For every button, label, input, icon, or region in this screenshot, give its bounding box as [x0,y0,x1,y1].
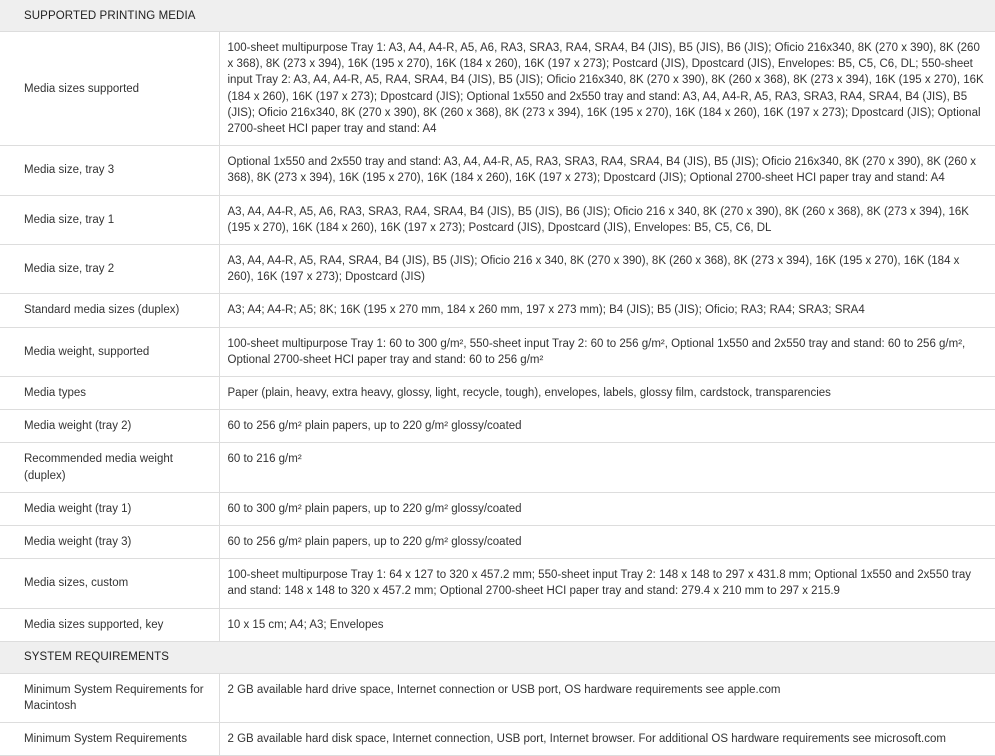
section-title: SYSTEM REQUIREMENTS [0,641,995,673]
spec-label: Media sizes, custom [0,559,219,608]
spec-label: Media sizes supported [0,32,219,146]
spec-label: Media weight (tray 3) [0,526,219,559]
spec-value: Paper (plain, heavy, extra heavy, glossy, light, recycle, tough), envelopes, labels, glossy film, cardstock, transparencies [219,377,995,410]
spec-label: Media weight, supported [0,327,219,376]
spec-value: Optional 1x550 and 2x550 tray and stand: A3, A4, A4-R, A5, RA3, SRA3, RA4, SRA4, B4 (JIS), B5 (JIS); Oficio 216x340, 8K (270 x 390), 8K (260 x 368), 8K (273 x 394), 16K (195 x 270), 16K (184 x 260), 16K (197 x 273); Dpostcard (JIS); Optional 2700-sheet HCI paper tray and stand: A4 [219,146,995,195]
spec-label: Standard media sizes (duplex) [0,294,219,327]
spec-value: 100-sheet multipurpose Tray 1: 64 x 127 to 320 x 457.2 mm; 550-sheet input Tray 2: 148 x 148 to 297 x 431.8 mm; Optional 1x550 and 2x550 tray and stand: 148 x 148 to 320 x 457.2 mm; Optional 2700-sheet HCI paper tray and stand: 279.4 x 210 mm to 297 x 215.9 [219,559,995,608]
spec-row [0,443,995,492]
spec-value: 60 to 300 g/m² plain papers, up to 220 g/m² glossy/coated [219,492,995,525]
spec-label: Media weight (tray 2) [0,410,219,443]
spec-value: 10 x 15 cm; A4; A3; Envelopes [219,608,995,641]
section-header-row [0,641,995,673]
spec-row [0,559,995,608]
spec-row [0,146,995,195]
spec-row [0,294,995,327]
spec-row [0,673,995,722]
spec-value: 2 GB available hard drive space, Internet connection or USB port, OS hardware requirements see apple.com [219,673,995,722]
spec-value: A3, A4, A4-R, A5, A6, RA3, SRA3, RA4, SRA4, B4 (JIS), B5 (JIS), B6 (JIS); Oficio 216 x 340, 8K (270 x 390), 8K (260 x 368), 8K (273 x 394), 16K (195 x 270), 16K (184 x 260), 16K (197 x 273); Postcard (JIS), Dpostcard (JIS), Envelopes: B5, C5, C6, DL [219,195,995,244]
spec-value: 60 to 216 g/m² [219,443,995,492]
spec-row [0,245,995,294]
spec-label: Media size, tray 1 [0,195,219,244]
spec-row [0,327,995,376]
spec-row [0,492,995,525]
spec-row [0,377,995,410]
spec-label: Media sizes supported, key [0,608,219,641]
spec-label: Media weight (tray 1) [0,492,219,525]
spec-label: Recommended media weight (duplex) [0,443,219,492]
spec-value: 100-sheet multipurpose Tray 1: 60 to 300 g/m², 550-sheet input Tray 2: 60 to 256 g/m², Optional 1x550 and 2x550 tray and stand: 60 to 256 g/m², Optional 2700-sheet HCI paper tray and stand: 60 to 256 g/m² [219,327,995,376]
spec-value: 100-sheet multipurpose Tray 1: A3, A4, A4-R, A5, A6, RA3, SRA3, RA4, SRA4, B4 (JIS), B5 (JIS), B6 (JIS); Oficio 216x340, 8K (270 x 390), 8K (260 x 368), 8K (273 x 394), 16K (195 x 270), 16K (184 x 260), 16K (197 x 273); Postcard (JIS), Dpostcard (JIS), Envelopes: B5, C5, C6, DL; 550-sheet input Tray 2: A3, A4, A4-R, A5, RA4, SRA4, B4 (JIS), B5 (JIS); Oficio 216x340, 8K (270 x 390), 8K (260 x 368), 8K (273 x 394), 16K (195 x 270), 16K (184 x 260), 16K (197 x 273); Dpostcard (JIS); Optional 1x550 and 2x550 tray and stand: A3, A4, A4-R, A5, RA3, SRA3, RA4, SRA4, B4 (JIS), B5 (JIS); Oficio 216x340, 8K (270 x 390), 8K (260 x 368), 8K (273 x 394), 16K (195 x 270), 16K (184 x 260), 16K (197 x 273); Dpostcard (JIS); Optional 2700-sheet HCI paper tray and stand: A4 [219,32,995,146]
spec-value: A3; A4; A4-R; A5; 8K; 16K (195 x 270 mm, 184 x 260 mm, 197 x 273 mm); B4 (JIS); B5 (JIS); Oficio; RA3; RA4; SRA3; SRA4 [219,294,995,327]
spec-value: 60 to 256 g/m² plain papers, up to 220 g/m² glossy/coated [219,410,995,443]
spec-row [0,723,995,756]
spec-value: A3, A4, A4-R, A5, RA4, SRA4, B4 (JIS), B5 (JIS); Oficio 216 x 340, 8K (270 x 390), 8K (260 x 368), 8K (273 x 394), 16K (195 x 270), 16K (184 x 260), 16K (197 x 273); Dpostcard (JIS) [219,245,995,294]
spec-label: Minimum System Requirements for Macintosh [0,673,219,722]
spec-label: Minimum System Requirements [0,723,219,756]
spec-value: 2 GB available hard disk space, Internet connection, USB port, Internet browser. For additional OS hardware requirements see microsoft.com [219,723,995,756]
spec-row [0,32,995,146]
spec-label: Media size, tray 3 [0,146,219,195]
section-header-row [0,0,995,32]
spec-label: Media types [0,377,219,410]
section-title: SUPPORTED PRINTING MEDIA [0,0,995,32]
spec-row [0,195,995,244]
spec-label: Media size, tray 2 [0,245,219,294]
spec-row [0,526,995,559]
spec-row [0,410,995,443]
spec-value: 60 to 256 g/m² plain papers, up to 220 g/m² glossy/coated [219,526,995,559]
spec-row [0,608,995,641]
